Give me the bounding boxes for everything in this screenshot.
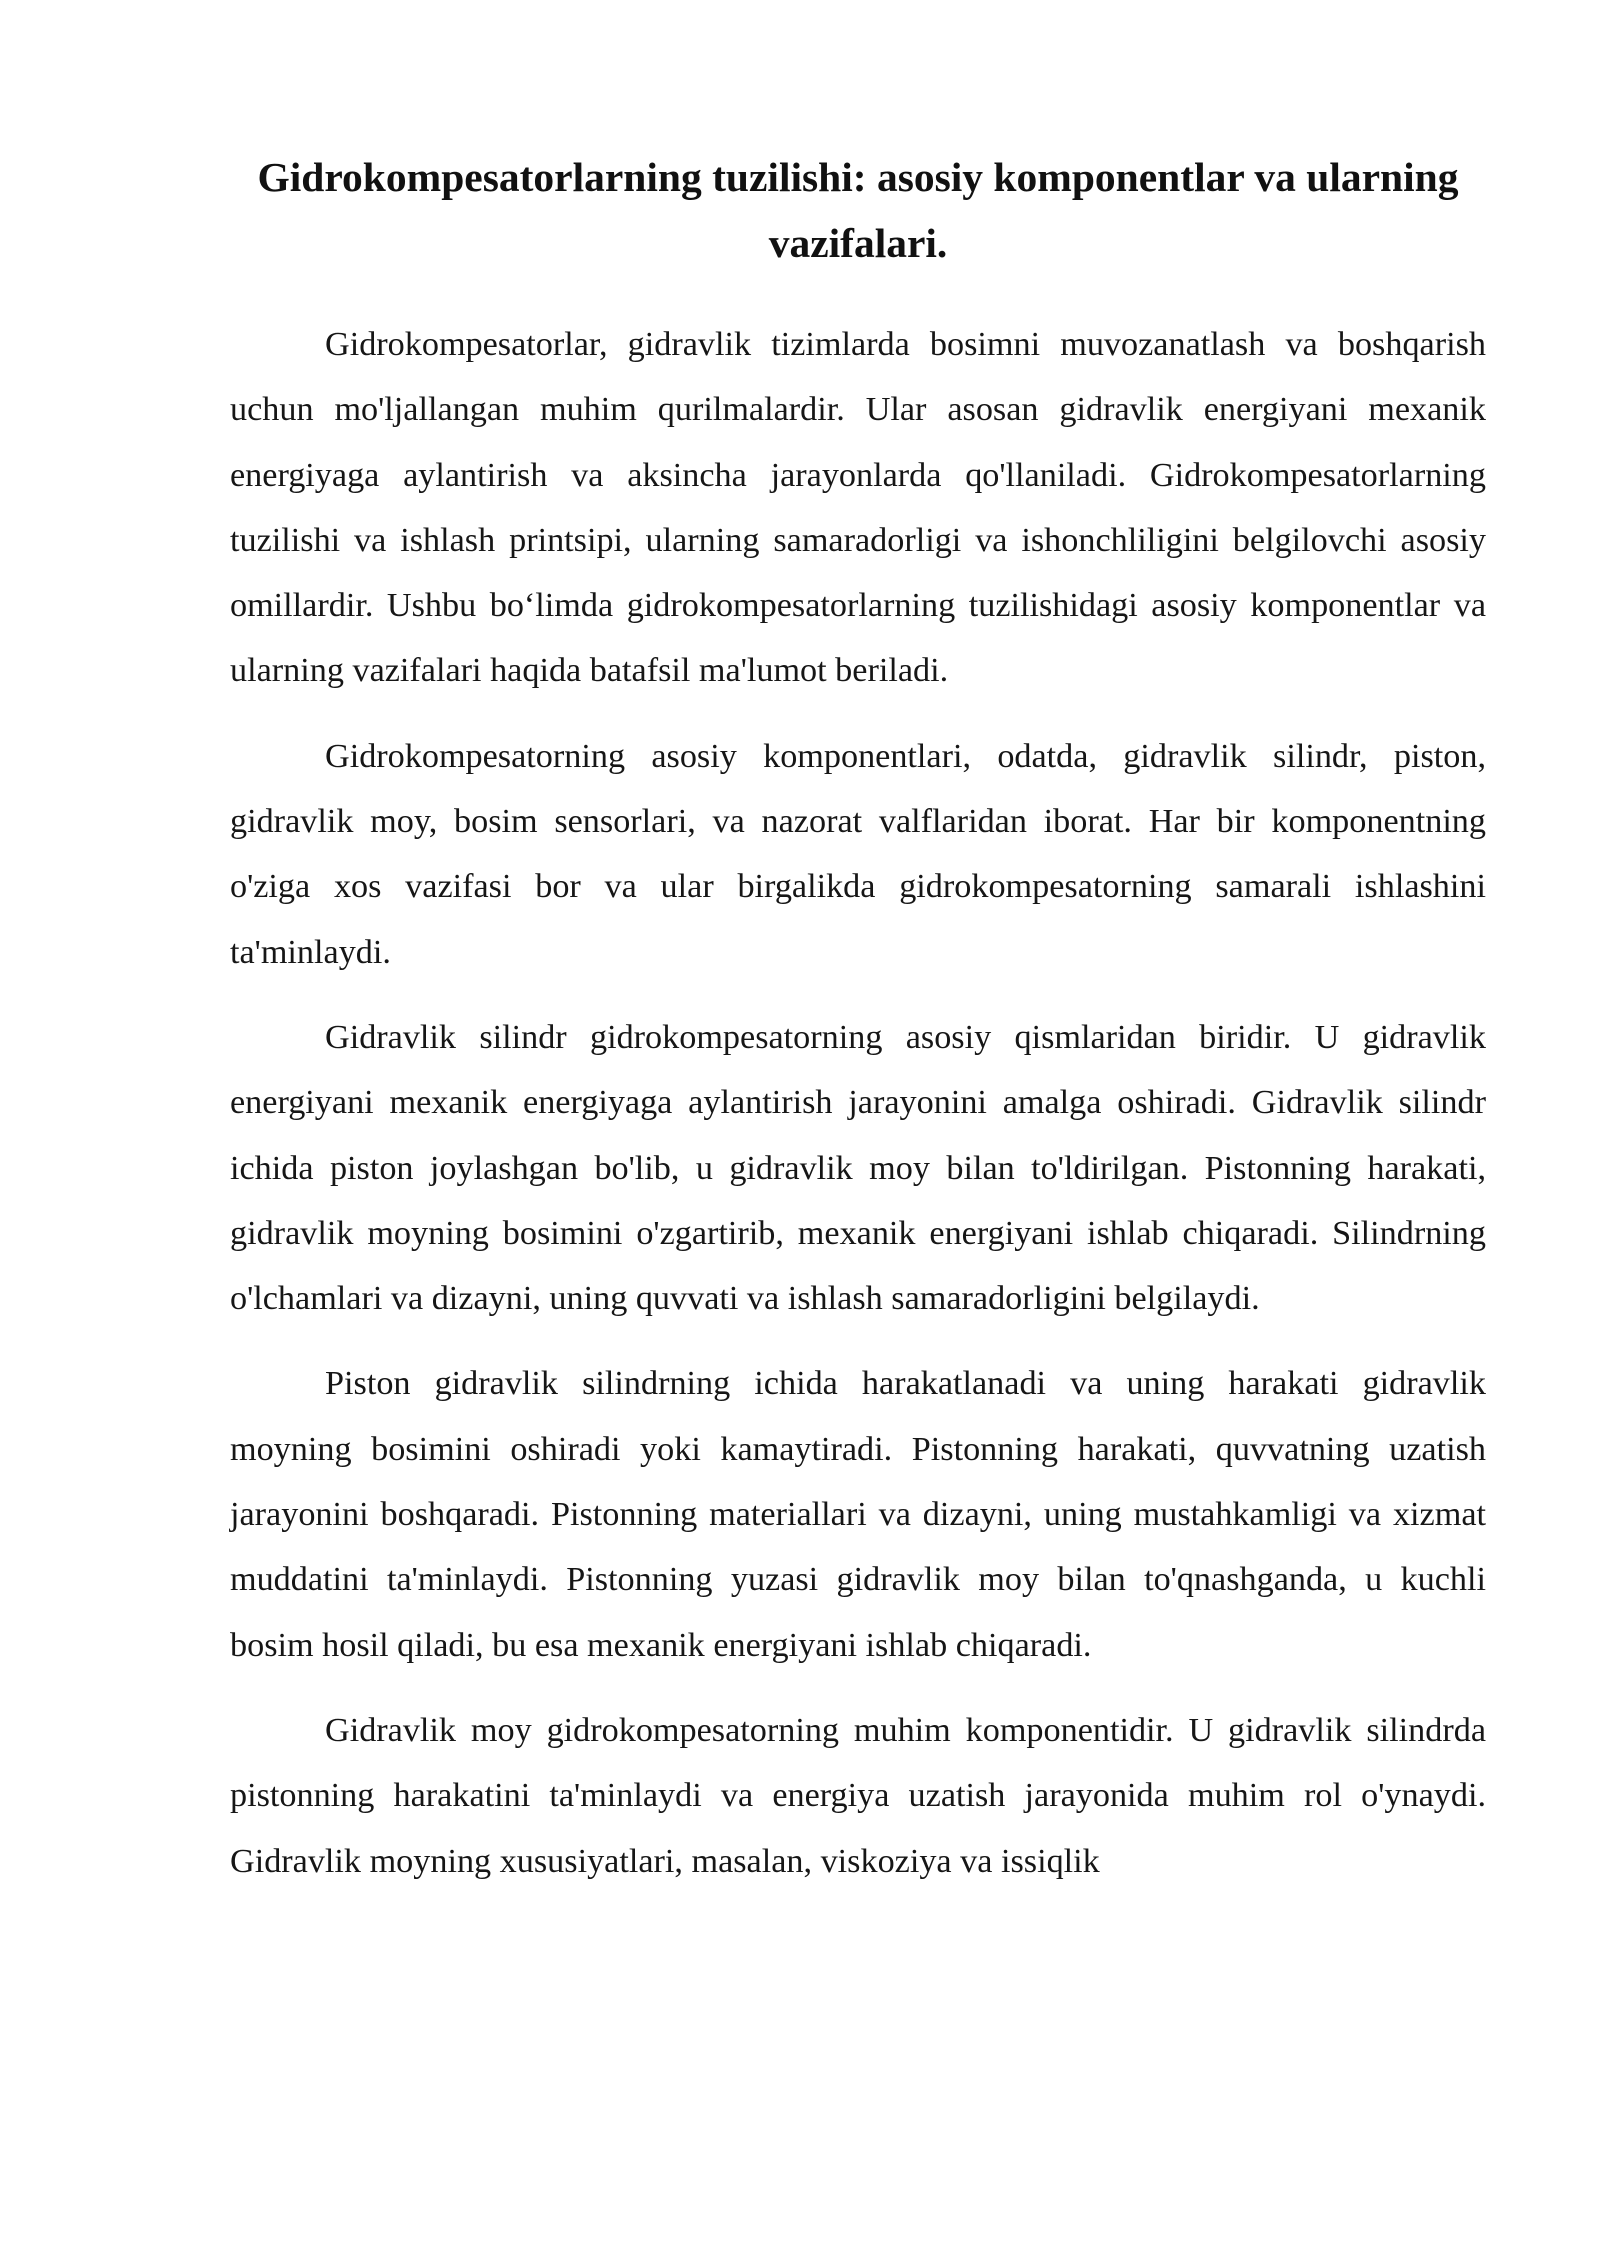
paragraph-main-components: Gidrokompesatorning asosiy komponentlari, odatda, gidravlik silindr, piston, gidravlik moy, bosim sensorlari, va nazorat valflaridan iborat. Har bir komponentning o'ziga xos vazifasi bor va ular birgalikda gidrokompesatorning samarali ishlashini ta'minlaydi. <box>230 737 1486 971</box>
paragraph-hydraulic-oil: Gidravlik moy gidrokompesatorning muhim komponentidir. U gidravlik silindrda pistonning harakatini ta'minlaydi va energiya uzatish jarayonida muhim rol o'ynaydi. Gidravlik moyning xususiyatlari, masalan, viskoziya va issiqlik <box>230 1711 1486 1880</box>
paragraph-piston: Piston gidravlik silindrning ichida harakatlanadi va uning harakati gidravlik moyning bosimini oshiradi yoki kamaytiradi. Pistonning harakati, quvvatning uzatish jarayonini boshqaradi. Pistonning materiallari va dizayni, uning mustahkamligi va xizmat muddatini ta'minlaydi. Pistonning yuzasi gidravlik moy bilan to'qnashganda, u kuchli bosim hosil qiladi, bu esa mexanik energiyani ishlab chiqaradi. <box>230 1365 1486 1664</box>
paragraph-introduction: Gidrokompesatorlar, gidravlik tizimlarda bosimni muvozanatlash va boshqarish uchun mo'ljallangan muhim qurilmalardir. Ular asosan gidravlik energiyani mexanik energiyaga aylantirish va aksincha jarayonlarda qo'llaniladi. Gidrokompesatorlarning tuzilishi va ishlash printsipi, ularning samaradorligi va ishonchliligini belgilovchi asosiy omillardir. Ushbu bo‘limda gidrokompesatorlarning tuzilishidagi asosiy komponentlar va ularning vazifalari haqida batafsil ma'lumot beriladi. <box>230 326 1486 690</box>
document-title: Gidrokompesatorlarning tuzilishi: asosiy komponentlar va ularning vazifalari. <box>257 154 1459 266</box>
paragraph-hydraulic-cylinder: Gidravlik silindr gidrokompesatorning asosiy qismlaridan biridir. U gidravlik energiyani mexanik energiyaga aylantirish jarayonini amalga oshiradi. Gidravlik silindr ichida piston joylashgan bo'lib, u gidravlik moy bilan to'ldirilgan. Pistonning harakati, gidravlik moyning bosimini o'zgartirib, mexanik energiyani ishlab chiqaradi. Silindrning o'lchamlari va dizayni, uning quvvati va ishlash samaradorligini belgilaydi. <box>230 1018 1486 1318</box>
